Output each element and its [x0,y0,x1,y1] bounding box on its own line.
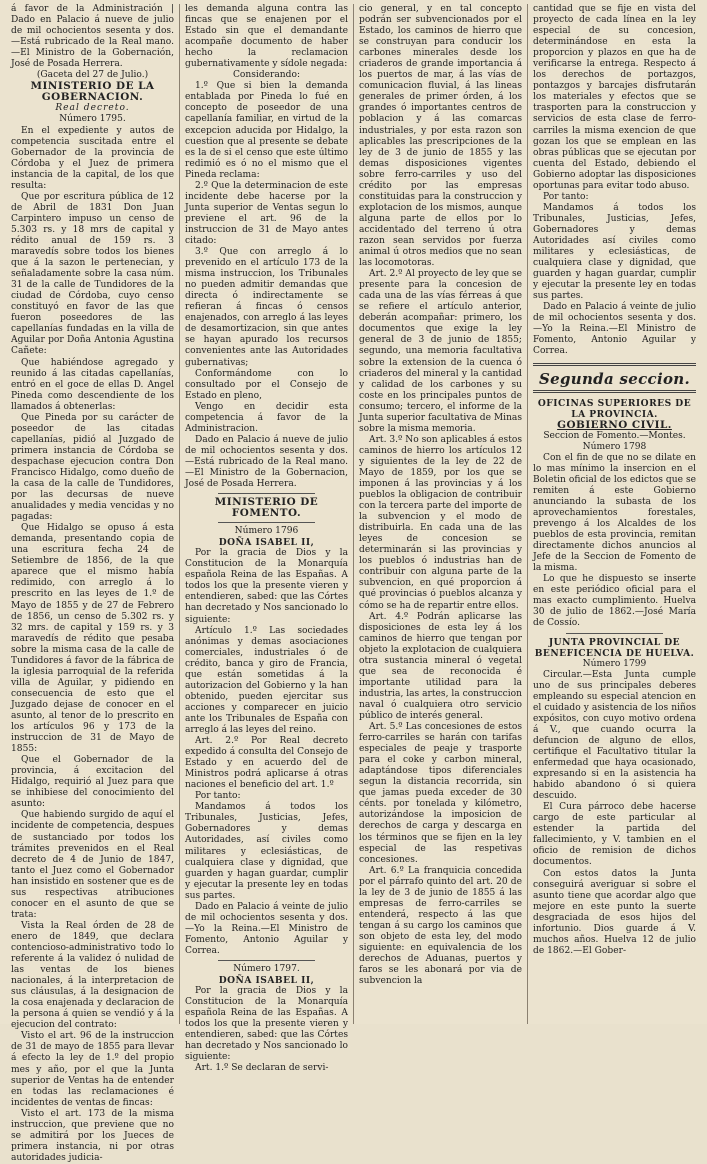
paragraph: Art. 5.º Las concesiones de estos ferro-carriles se harán con tarifas especiales de peaje y trasporte para el coke y carbon mineral, adaptándose tipos diferenciales segun la distancia recorrida, sin que jamas pueda exceder de 30 cénts. por tonelada y kilómetro, autorizándose la imposicion de derechos de carga y descarga en los términos que se fijen en la ley especial de las respetivas concesiones. [359,722,522,865]
paragraph: Que Hidalgo se opuso á esta demanda, presentando copia de una escritura fecha 24 de Setiembre de 1856, de la que aparece que el mismo había redimido, con arreglo á lo prescrito en las leyes de 1.º de Mayo de 1855 y de 27 de Febrero de 1856, un censo de 5.302 rs. y 32 mrs. de capital y 159 rs. y 3 maravedís de rédito que pesaba sobre la misma casa de la calle de Tundidores á favor de la fábrica de la iglesia parroquial de la referida villa de Aguilar, y pidiendo en consecuencia de esto que el Juzgado dejase de conocer en el asunto, al tenor de lo prescrito en los artículos 96 y 173 de la instruccion de 31 de Mayo de 1855: [11,523,174,755]
paragraph: Con el fin de que no se dilate en lo mas mínimo la insercion en el Boletin oficial de los edictos que se remiten á este Gobierno anunciando la subasta de los aprovechamientos forestales, prevengo á los Alcaldes de los pueblos de esta provincia, remitan directamente dichos anuncios al Jefe de la Seccion de Fomento de la misma. [533,452,696,574]
considerando-label: Considerando: [232,70,301,81]
paragraph: El Cura párroco debe hacerse cargo de este particular al estender la partida del fallecimiento, y V. tambien en el oficio de remision de dichos documentos. [533,802,696,868]
section-divider [533,390,696,393]
paragraph: Artículo 1.º Las sociedades anónimas y demas asociaciones comerciales, industriales ó de crédito, banca y giro de Francia, que están sometidas á la autorizacion del Gobierno y la han obtenido, pueden ejercitar sus acciones y comparecer en juicio ante los Tribunales de España con arreglo á las leyes del reino. [185,625,348,735]
ministry-heading-fomento: MINISTERIO DE FOMENTO. [214,496,319,520]
paragraph: Art. 3.º No son aplicables á estos caminos de hierro los artículos 12 y siguientes de la ley de 22 de Mayo de 1859, por los que se imponen á las provincias y á los pueblos la obligacion de contribuir con la tercera parte del importe de la subvencion y el modo de distribuirla. En cada una de las leyes de concesion se determinarán si las provincias y los pueblos ó industrias han de contribuir con alguna parte de la subvencion, en qué proporcion á qué provincias ó pueblos alcanza y cómo se ha de repartir entre ellos. [359,434,522,611]
queen-heading: DOÑA ISABEL II, [218,537,315,549]
junta-heading: JUNTA PROVINCIAL DE BENEFICENCIA DE HUELVA. [534,636,695,659]
section-label: Seccion de Fomento.—Montes. [543,430,686,441]
paragraph: Mandamos á todos los Tribunales, Justicias, Jefes, Gobernadores y demas Autoridades, así civiles como militares y eclesiásticas, de cualquiera clase y dignidad, que guarden y hagan guardar, cumplir y ejecutar la presente ley en todas sus partes. [185,802,348,901]
paragraph: Visto el art. 96 de la instruccion de 31 de mayo de 1855 para llevar á efecto la ley de 1.º del propio mes y año, por el que la Junta superior de Ventas ha de entender en todas las reclamaciones é incidentes de ventas de fincas: [11,1031,174,1108]
paragraph: Que por escritura pública de 12 de Abril de 1831 Don Juan Carpintero impuso un censo de 5.303 rs. y 18 mrs de capital y rédito anual de 159 rs. 3 maravedís sobre todos los bienes que á la sazon le pertenecian, y señaladamente sobre la casa núm. 31 de la calle de Tundidores de la ciudad de Córdoba, cuyo censo constituyó en favor de las que fueron poseedores de las capellanías fundadas en la villa de Aguilar por Doña Antonia Agustina Cañete: [11,191,174,357]
paragraph: Art. 2.º Al proyecto de ley que se presente para la concesion de cada una de las vías férreas á que se refiere el artículo anterior, deberán acompañar: primero, los documentos que exige la ley general de 3 de junio de 1855; segundo, una memoria facultativa sobre la extension de la cuenca ó criaderos del mineral y la cantidad y calidad de los carbones y su coste en los principales puntos de consumo; tercero, el informe de la Junta superior facultativa de Minas sobre la misma memoria. [359,269,523,434]
law-number: Número 1796 [234,526,299,537]
gazette-ref: (Gaceta del 27 de Julio.) [36,70,149,81]
column-1 [6,4,179,1163]
notice-number: Número 1799 [582,658,647,669]
paragraph: Que el Gobernador de la provincia, á excitacion del Hidalgo, requirió al Juez para que se inhibiese del conocimiento del asunto: [11,755,174,810]
paragraph: Que habiéndose agregado y reunido á las citadas capellanías, entró en el goce de ellas D. Angel Pineda como descendiente de los llamados á obtenerlas: [11,357,174,412]
paragraph: Art. 2.º Por Real decreto expedido á consulta del Consejo de Estado y en acuerdo del de Ministros podrá aplicarse á otras naciones el beneficio del art. 1.º [185,736,348,791]
decree-label: Real decreto. [55,103,130,114]
paragraph: cantidad que se fije en vista del proyecto de cada línea en la ley especial de su concesion, determinándose en esta la proporcion y plazos en que ha de verificarse la entrega. Respecto á los derechos de portazgos, pontazgos y barcajes disfrutarán los materiales y efectos que se trasporten para la construccion y servicios de esta clase de ferro-carriles la misma exencion de que gozan los que se emplean en las obras públicas que se ejecutan por cuenta del Estado, debiendo el Gobierno adoptar las disposiciones oportunas para evitar todo abuso. [533,4,696,191]
divider [218,960,316,961]
paragraph: Por la gracia de Dios y la Constitucion de la Monarquía española Reina de las Españas. A todos los que la presente vieren y entendieren, sabed: que las Córtes han decretado y Nos sancionado lo siguiente: [185,548,348,625]
paragraph: En el expediente y autos de competencia suscitada entre el Gobernador de la provincia de Córdoba y el Juez de primera instancia de la capital, de los que resulta: [11,125,174,191]
civil-gov-heading: GOBIERNO CIVIL. [557,418,672,431]
divider [566,633,664,634]
paragraph: cio general, y en tal concepto podrán ser subvencionados por el Estado, los caminos de hierro que se construyan para conducir los carbones minerales desde los criaderos de grande importancia á los puertos de mar, á las vías de comunicacion fluvial, á las lineas generales de primer órden, á los grandes ó importantes centros de poblacion y á las comarcas industriales, y por esta razon son aplicables las prescripciones de la ley de 3 de junio de 1855 y las demas disposiciones vigentes sobre ferro-carriles y uso del crédito por las empresas constituidas para la construccion y explotacion de los mismos, aunque alguna parte de ellos por lo accidentado del terreno ú otra razon sean servidos por fuerza animal ú otros medios que no sean las locomotoras. [359,4,522,269]
point: 3.º Que con arreglo á lo prevenido en el artículo 173 de la misma instruccion, los Tribunales no pueden admitir demandas que directa ó indirectamente se refieran á fincas ó censos enajenados, con arreglo á las leyes de desamortizacion, sin que antes se hayan apurado los recursos convenientes ante las Autoridades gubernativas; [185,247,348,368]
closing: Conformándome con lo consultado por el Consejo de Estado en pleno, [185,368,348,401]
intro-text: á favor de la Administración | Dado en Palacio á nueve de julio de mil ochocientos sesenta y dos.—Está rubricado de la Real mano.—El Ministro de la Gobernación, José de Posada Herrera. [11,4,174,70]
decree-number: Número 1795. [59,114,126,125]
paragraph: Lo que he dispuesto se inserte en este periódico oficial para el mas exacto cumplimiento. Huelva 30 de julio de 1862.—José María de Cossío. [533,574,696,629]
paragraph: Por la gracia de Dios y la Constitucion de la Monarquía española Reina de las Españas. A todos los que la presente vieren y entendieren, sabed: que las Córtes han decretado y Nos sancionado lo siguiente: [185,986,348,1063]
paragraph: Vista la Real órden de 28 de enero de 1849, que declara contencioso-administrativo todo lo referente á la validez ó nulidad de las ventas de los bienes nacionales, á la interpretacion de sus cláusulas, á la designacion de la cosa enajenada y declaracion de la persona á quien se vendió y á la ejecucion del contrato: [11,920,174,1031]
queen-heading: DOÑA ISABEL II, [218,975,315,987]
paragraph: Circular.—Esta Junta cumple uno de sus principales deberes empleando su especial atencion en el cuidado y asistencia de los niños expósitos, con cuyo motivo ordena á V., que cuando ocurra la defuncion de alguno de ellos, certifique el Facultativo titular la enfermedad que haya ocasionado, expresando si en la asistencia ha habido abandono ó si quiera descuido. [533,669,696,802]
offices-heading: OFICINAS SUPERIORES DE LA PROVINCIA. [537,397,692,420]
paragraph: Art. 1.º Se declaran de servi- [195,1063,329,1074]
column-2 [179,4,353,1074]
paragraph: Dado en Palacio á veinte de julio de mil ochocientos sesenta y dos.—Yo la Reina.—El Ministro de Fomento, Antonio Aguilar y Correa. [185,901,348,956]
column-4 [527,4,701,1024]
paragraph: Con estos datos la Junta conseguirá averiguar si sobre el asunto tiene que acordar algo que mejore en este punto la suerte desgraciada de esos hijos del infortunio. Dios guarde á V. muchos años. Huelva 12 de julio de 1862.—El Gober- [533,868,696,956]
section-title: Segunda seccion. [539,369,690,388]
paragraph: Que habiendo surgido de aquí el incidente de competencia, despues de sustanciado por todos los trámites prevenidos en el Real decreto de 4 de Junio de 1847, tanto el Juez como el Gobernador han insistido en sostener que es de sus respectivas atribuciones conocer en el asunto de que se trata: [11,810,174,920]
law-number: Número 1797. [233,963,300,974]
paragraph: Que Pineda por su carácter de poseedor de las citadas capellanías, pidió al Juzgado de primera instancia de Córdoba se despachase ejecucion contra Don Francisco Hidalgo, como dueño de la casa de la calle de Tundidores, por las decursas de nueve anualidades y media vencidas y no pagadas: [11,412,174,523]
divider [218,493,316,494]
columns [6,4,701,1163]
paragraph: Por tanto: [543,191,589,202]
signature: Dado en Palacio á nueve de julio de mil ochocientos sesenta y dos.—Está rubricado de la Real mano.—El Ministro de la Gobernacion, José de Posada Herrera. [185,434,348,490]
point: 1.º Que si bien la demanda entablada por Pineda lo fué en concepto de poseedor de una capellanía familiar, en virtud de la excepcion aducida por Hidalgo, la cuestion que al presente se debate es la de si el censo que este último redimió es ó no el mismo que el Pineda reclama: [185,81,348,180]
notice-number: Número 1798 [582,441,647,452]
column-3 [353,4,527,1024]
paragraph: les demanda alguna contra las fincas que se enajenen por el Estado sin que el demandante acompañe documento de haber hecho la reclamacion gubernativamente y sídole negada: [185,4,348,70]
paragraph: Por tanto: [195,791,241,802]
ministry-heading: MINISTERIO DE LA GOBERNACION. [30,80,155,104]
paragraph: Mandamos á todos los Tribunales, Justicias, Jefes, Gobernadores y demas Autoridades así civiles como militares y eclesiásticas, de cualquiera clase y dignidad, que guarden y hagan guardar, cumplir y ejecutar la presente ley en todas sus partes. [533,202,696,302]
paragraph: Art. 4.º Podrán aplicarse las disposiciones de esta ley á los caminos de hierro que tengan por objeto la explotacion de cualquiera otra sustancia mineral ó vegetal que sea de reconocida é importante utilidad para la industria, las artes, la construccion naval ó cualquiera otro servicio público de interés general. [359,611,522,721]
resolution: Vengo en decidir esta competencia á favor de la Administracion. [185,401,348,434]
section-divider [533,363,696,366]
paragraph: Art. 6.º La franquicia concedida por el párrafo quinto del art. 20 de la ley de 3 de junio de 1855 á las empresas de ferro-carriles se entenderá, respecto á las que tengan á su cargo los caminos que son objeto de esta ley, del modo siguiente: en equivalencia de los derechos de Aduanas, puertos y faros se les abonará por via de subvencion la [359,865,522,987]
point: 2.º Que la determinacion de este incidente debe hacerse por la Junta superior de Ventas segun lo previene el art. 96 de la instruccion de 31 de Mayo antes citado: [185,180,348,246]
paragraph: Dado en Palacio á veinte de julio de mil ochocientos sesenta y dos.—Yo la Reina.—El Ministro de Fomento, Antonio Aguilar y Correa. [533,302,696,357]
paragraph: Visto el art. 173 de la misma instruccion, que previene que no se admitirá por los Jueces de primera instancia, ni por otras autoridades judicia- [11,1108,174,1163]
divider [218,522,316,523]
